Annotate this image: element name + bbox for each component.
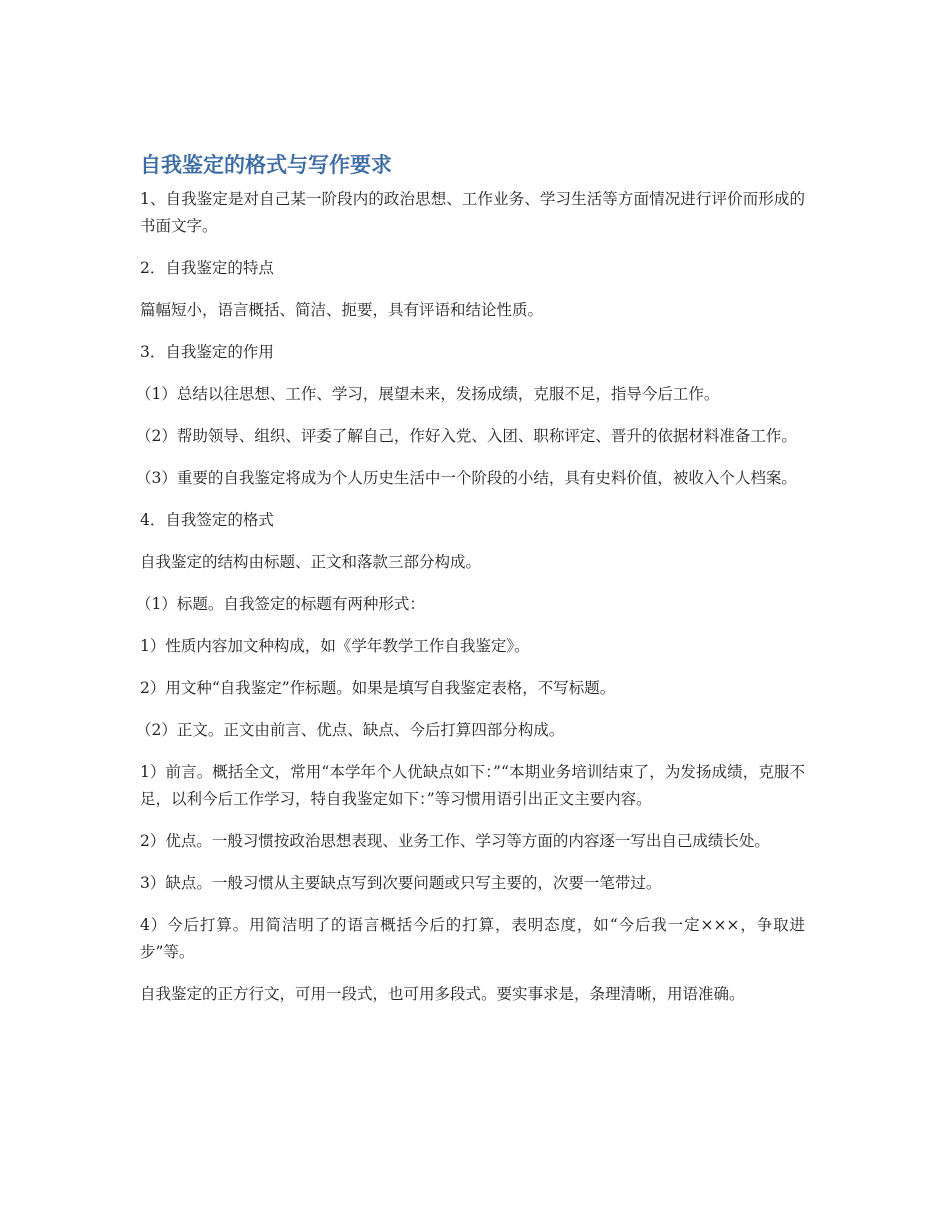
document-page: [136, 150, 805, 1023]
paragraph-title-form-1: 1）性质内容加文种构成，如《学年教学工作自我鉴定》。: [140, 637, 530, 655]
paragraph-title-form-2: 2）用文种“自我鉴定”作标题。如果是填写自我鉴定表格，不写标题。: [140, 679, 616, 697]
paragraph-definition: 1、自我鉴定是对自己某一阶段内的政治思想、工作业务、学习生活等方面情况进行评价而形成的书面文字。: [140, 190, 805, 235]
paragraph-function-2: （2）帮助领导、组织、评委了解自己，作好入党、入团、职称评定、晋升的依据材料准备工作。: [136, 427, 797, 445]
paragraph-features: 篇幅短小，语言概括、简洁、扼要，具有评语和结论性质。: [140, 301, 544, 319]
paragraph-weaknesses: 3）缺点。一般习惯从主要缺点写到次要问题或只写主要的，次要一笔带过。: [140, 874, 662, 892]
paragraph-function-1: （1）总结以往思想、工作、学习，展望未来，发扬成绩，克服不足，指导今后工作。: [136, 385, 720, 403]
section-heading-functions: 3．自我鉴定的作用: [140, 343, 274, 361]
paragraph-body-parts: （2）正文。正文由前言、优点、缺点、今后打算四部分构成。: [136, 721, 565, 739]
paragraph-plans: 4）今后打算。用简洁明了的语言概括今后的打算，表明态度，如“今后我一定×××，争取进步”等。: [140, 916, 805, 961]
paragraph-function-3: （3）重要的自我鉴定将成为个人历史生活中一个阶段的小结，具有史料价值，被收入个人档案。: [136, 469, 797, 487]
paragraph-preface: 1）前言。概括全文，常用“本学年个人优缺点如下：”“本期业务培训结束了，为发扬成绩，克服不足，以利今后工作学习，特自我鉴定如下：”等习惯用语引出正文主要内容。: [140, 763, 805, 808]
paragraph-title-forms: （1）标题。自我签定的标题有两种形式：: [136, 595, 425, 613]
paragraph-structure: 自我鉴定的结构由标题、正文和落款三部分构成。: [140, 553, 482, 571]
document-title: 自我鉴定的格式与写作要求: [140, 153, 392, 177]
paragraph-strengths: 2）优点。一般习惯按政治思想表现、业务工作、学习等方面的内容逐一写出自己成绩长处。: [140, 832, 770, 850]
paragraph-writing-style: 自我鉴定的正方行文，可用一段式，也可用多段式。要实事求是，条理清晰，用语准确。: [140, 985, 745, 1003]
section-heading-format: 4．自我签定的格式: [140, 511, 274, 529]
section-heading-features: 2．自我鉴定的特点: [140, 259, 274, 277]
